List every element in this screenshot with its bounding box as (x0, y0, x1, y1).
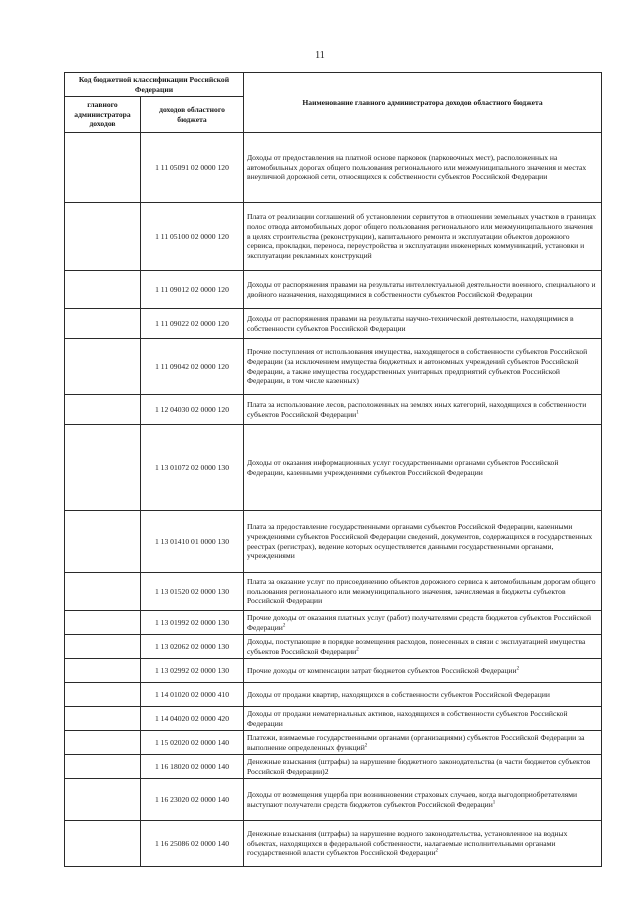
revenue-name-text: Плата за предоставление государственными органами субъектов Российской Федерации, казенными учреждениями субъектов Российской Федерации сведений, документов, содержащихся в государственных реестрах (регистрах), ведение которых осуществляется данными государственными органами, учреждениями (247, 521, 593, 561)
table-row (65, 573, 602, 611)
table-row (65, 779, 602, 821)
revenue-code-header: доходов областного бюджета (141, 97, 244, 133)
table-row (65, 339, 602, 395)
revenue-name-cell (244, 309, 602, 339)
revenue-name-cell (244, 707, 602, 731)
revenue-code-cell: 1 11 09042 02 0000 120 (141, 339, 244, 395)
revenue-name-text: Доходы от распоряжения правами на результаты научно-технической деятельности, находящимися в собственности субъектов Российской Федерации (247, 313, 574, 333)
footnote-marker: 2 (364, 742, 368, 748)
revenue-name-cell (244, 611, 602, 635)
revenue-code-cell: 1 13 02062 02 0000 130 (141, 635, 244, 659)
revenue-name-cell (244, 755, 602, 779)
footnote-marker: 2 (435, 848, 439, 854)
table-row (65, 731, 602, 755)
revenue-name-text: Плата за оказание услуг по присоединению объектов дорожного сервиса к автомобильным дорогам общего пользования регионального или межмуниципального значения, зачисляемая в бюджеты субъектов Российской Федерации (247, 576, 596, 606)
revenue-name-cell (244, 511, 602, 573)
revenue-name-cell (244, 339, 602, 395)
table-row (65, 683, 602, 707)
table-row (65, 659, 602, 683)
table-row (65, 635, 602, 659)
revenue-name-text: Платежи, взимаемые государственными органами (организациями) субъектов Российской Федерации за выполнение определенных функций (247, 732, 585, 752)
revenue-name-text: Доходы от предоставления на платной основе парковок (парковочных мест), расположенных на автомобильных дорогах общего пользования регионального или межмуниципального значения и местах внеуличной дорожной сети, относящихся к собственности субъектов Российской Федерации (247, 152, 587, 182)
table-row (65, 821, 602, 867)
footnote-marker: 1 (492, 799, 496, 805)
admin-code-cell (65, 821, 141, 867)
admin-code-cell (65, 425, 141, 511)
footnote-marker: 1 (356, 409, 359, 415)
revenue-name-cell (244, 731, 602, 755)
revenue-name-cell (244, 683, 602, 707)
revenue-code-cell: 1 14 04020 02 0000 420 (141, 707, 244, 731)
revenue-name-cell (244, 271, 602, 309)
revenue-name-cell (244, 425, 602, 511)
admin-code-header: главного администратора доходов (65, 97, 141, 133)
admin-code-cell (65, 573, 141, 611)
table-row (65, 611, 602, 635)
revenue-name-cell (244, 573, 602, 611)
revenue-code-cell: 1 12 04030 02 0000 120 (141, 395, 244, 425)
revenue-code-cell: 1 13 01520 02 0000 130 (141, 573, 244, 611)
revenue-code-cell: 1 16 23020 02 0000 140 (141, 779, 244, 821)
table-row (65, 133, 602, 203)
admin-code-cell (65, 339, 141, 395)
revenue-code-cell: 1 13 01992 02 0000 130 (141, 611, 244, 635)
revenue-name-cell (244, 821, 602, 867)
admin-code-cell (65, 133, 141, 203)
admin-code-cell (65, 731, 141, 755)
revenue-name-text: Прочие доходы от оказания платных услуг (работ) получателями средств бюджетов субъектов Российской Федерации (247, 612, 592, 632)
table-row (65, 395, 602, 425)
table-row (65, 511, 602, 573)
admin-code-cell (65, 683, 141, 707)
table-row (65, 203, 602, 271)
revenue-name-cell (244, 203, 602, 271)
footnote-marker: 2 (282, 622, 286, 628)
revenue-name-text: Денежные взыскания (штрафы) за нарушение бюджетного законодательства (в части бюджетов субъектов Российской Федерации)2 (247, 756, 591, 776)
table-row (65, 309, 602, 339)
revenue-name-text: Прочие поступления от использования имущества, находящегося в собственности субъектов Российской Федерации (за исключением имущества бюджетных и автономных учреждений субъектов Российской Федерации, а также имущества государственных унитарных предприятий субъектов Российской Федерации, в том числе казенных) (247, 346, 588, 386)
table-row (65, 707, 602, 731)
table-row (65, 755, 602, 779)
revenue-name-text: Доходы от оказания информационных услуг государственными органами субъектов Российской Федерации, казенными учреждениями субъектов Российской Федерации (247, 457, 559, 477)
revenue-name-cell (244, 779, 602, 821)
table-row (65, 271, 602, 309)
budget-classification-table (64, 72, 602, 867)
administrator-name-header: Наименование главного администратора доходов областного бюджета (244, 73, 602, 133)
admin-code-cell (65, 203, 141, 271)
page-number: 11 (315, 50, 325, 61)
admin-code-cell (65, 707, 141, 731)
admin-code-cell (65, 309, 141, 339)
admin-code-cell (65, 395, 141, 425)
revenue-code-cell: 1 11 09012 02 0000 120 (141, 271, 244, 309)
admin-code-cell (65, 659, 141, 683)
revenue-name-cell (244, 133, 602, 203)
revenue-code-cell: 1 13 01410 01 0000 130 (141, 511, 244, 573)
revenue-name-text: Плата от реализации соглашений об установлении сервитутов в отношении земельных участков в границах полос отвода автомобильных дорог общего пользования регионального или межмуниципального значения в целях строительства (реконструкции), капитального ремонта и эксплуатации объектов дорожного сервиса, прокладки, переноса, переустройства и эксплуатации инженерных коммуникаций, установки и эксплуатации рекламных конструкций (247, 211, 597, 261)
revenue-code-cell: 1 14 01020 02 0000 410 (141, 683, 244, 707)
revenue-name-text: Плата за использование лесов, расположенных на землях иных категорий, находящихся в собственности субъектов Российской Федерации (247, 399, 587, 419)
footnote-marker: 2 (516, 666, 520, 672)
revenue-name-text: Доходы от распоряжения правами на результаты интеллектуальной деятельности военного, специального и двойного назначения, находящимися в собственности субъектов Российской Федерации (247, 279, 596, 299)
revenue-name-text: Прочие доходы от компенсации затрат бюджетов субъектов Российской Федерации (247, 665, 517, 675)
revenue-code-cell: 1 13 02992 02 0000 130 (141, 659, 244, 683)
revenue-name-text: Доходы от продажи нематериальных активов, находящихся в собственности субъектов Российской Федерации (247, 708, 568, 728)
classification-code-header: Код бюджетной классификации Российской Федерации (65, 73, 244, 97)
table-body (65, 133, 602, 867)
revenue-code-cell: 1 11 05100 02 0000 120 (141, 203, 244, 271)
admin-code-cell (65, 611, 141, 635)
revenue-name-text: Денежные взыскания (штрафы) за нарушение водного законодательства, установленное на водных объектах, находящихся в федеральной собственности, налагаемые исполнительными органами государственной власти субъектов Российской Федерации (247, 828, 568, 858)
admin-code-cell (65, 755, 141, 779)
revenue-name-cell (244, 635, 602, 659)
revenue-name-cell (244, 395, 602, 425)
admin-code-cell (65, 779, 141, 821)
revenue-code-cell: 1 16 25086 02 0000 140 (141, 821, 244, 867)
revenue-code-cell: 1 15 02020 02 0000 140 (141, 731, 244, 755)
admin-code-cell (65, 635, 141, 659)
revenue-name-cell (244, 659, 602, 683)
revenue-name-text: Доходы от продажи квартир, находящихся в собственности субъектов Российской Федерации (247, 689, 550, 699)
admin-code-cell (65, 271, 141, 309)
table-row (65, 425, 602, 511)
revenue-name-text: Доходы, поступающие в порядке возмещения расходов, понесенных в связи с эксплуатацией имущества субъектов Российской Федерации (247, 636, 586, 656)
revenue-name-text: Доходы от возмещения ущерба при возникновении страховых случаев, когда выгодоприобретателями выступают получатели средств бюджетов субъектов Российской Федерации (247, 789, 578, 809)
admin-code-cell (65, 511, 141, 573)
revenue-code-cell: 1 16 18020 02 0000 140 (141, 755, 244, 779)
revenue-code-cell: 1 11 05091 02 0000 120 (141, 133, 244, 203)
footnote-marker: 2 (356, 646, 359, 652)
revenue-code-cell: 1 13 01072 02 0000 130 (141, 425, 244, 511)
revenue-code-cell: 1 11 09022 02 0000 120 (141, 309, 244, 339)
